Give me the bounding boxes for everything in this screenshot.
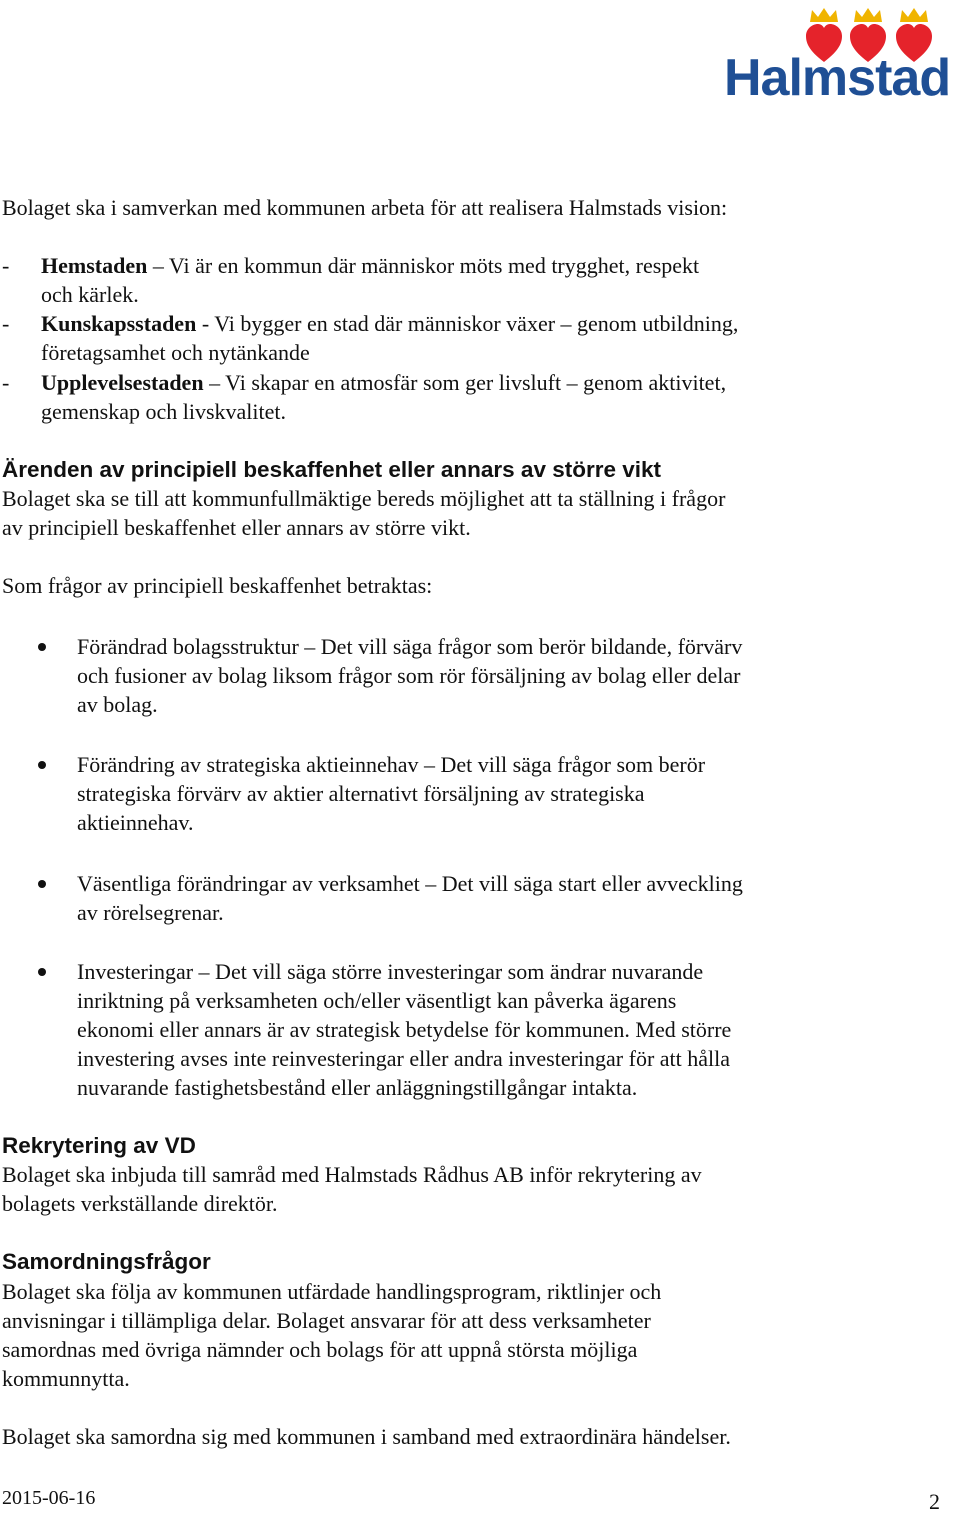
list-item: Investeringar – Det vill säga större investeringar som ändrar nuvarande — [77, 959, 704, 984]
section-heading: Samordningsfrågor — [2, 1249, 211, 1274]
body-text: Bolaget ska inbjuda till samråd med Halmstads Rådhus AB inför rekrytering av — [2, 1162, 702, 1187]
footer-date: 2015-06-16 — [2, 1487, 96, 1509]
list-item: Förändrad bolagsstruktur – Det vill säga frågor som berör bildande, förvärv — [77, 634, 743, 659]
list-item: Kunskapsstaden - Vi bygger en stad där människor växer – genom utbildning, — [41, 311, 739, 336]
intro-text: Bolaget ska i samverkan med kommunen arbeta för att realisera Halmstads vision: — [2, 195, 728, 220]
list-item-continuation: av bolag. — [77, 692, 158, 717]
list-dash: - — [2, 311, 10, 336]
list-item: Väsentliga förändringar av verksamhet – Det vill säga start eller avveckling — [77, 871, 743, 896]
halmstad-logo — [724, 4, 956, 107]
bullet-icon — [38, 880, 46, 888]
list-item-continuation: av rörelsegrenar. — [77, 900, 224, 925]
list-dash: - — [2, 370, 10, 395]
list-item-continuation: nuvarande fastighetsbestånd eller anläggningstillgångar intakta. — [77, 1075, 638, 1100]
logo-wordmark: Halmstad — [724, 49, 951, 107]
body-text: av principiell beskaffenhet eller annars av större vikt. — [2, 515, 471, 540]
list-item-continuation: aktieinnehav. — [77, 810, 194, 835]
body-text: Bolaget ska se till att kommunfullmäktige bereds möjlighet att ta ställning i frågor — [2, 486, 726, 511]
bullet-icon — [38, 968, 46, 976]
list-item-continuation: företagsamhet och nytänkande — [41, 340, 310, 365]
list-item-continuation: inriktning på verksamheten och/eller väsentligt kan påverka ägarens — [77, 988, 677, 1013]
list-item: Förändring av strategiska aktieinnehav – Det vill säga frågor som berör — [77, 752, 706, 777]
list-item-continuation: investering avses inte reinvesteringar eller andra investeringar för att hålla — [77, 1046, 731, 1071]
vision-title: Hemstaden — [41, 253, 148, 278]
page-number: 2 — [929, 1489, 940, 1514]
section-heading: Rekrytering av VD — [2, 1133, 196, 1158]
body-text: bolagets verkställande direktör. — [2, 1191, 278, 1216]
closing-text: Bolaget ska samordna sig med kommunen i samband med extraordinära händelser. — [2, 1424, 731, 1449]
list-item-continuation: ekonomi eller annars är av strategisk betydelse för kommunen. Med större — [77, 1017, 732, 1042]
list-item-continuation: och fusioner av bolag liksom frågor som rör försäljning av bolag eller delar — [77, 663, 741, 688]
body-text: Som frågor av principiell beskaffenhet betraktas: — [2, 573, 433, 598]
list-item-continuation: gemenskap och livskvalitet. — [41, 399, 286, 424]
list-item-continuation: och kärlek. — [41, 282, 139, 307]
body-text: samordnas med övriga nämnder och bolags för att uppnå största möjliga — [2, 1337, 638, 1362]
list-dash: - — [2, 253, 10, 278]
body-text: anvisningar i tillämpliga delar. Bolaget ansvarar för att dess verksamheter — [2, 1308, 651, 1333]
section-heading: Ärenden av principiell beskaffenhet eller annars av större vikt — [2, 457, 662, 482]
vision-title: Upplevelsestaden — [41, 370, 204, 395]
list-item: Upplevelsestaden – Vi skapar en atmosfär som ger livsluft – genom aktivitet, — [41, 370, 727, 395]
list-item-continuation: strategiska förvärv av aktier alternativt försäljning av strategiska — [77, 781, 645, 806]
bullet-icon — [38, 761, 46, 769]
bullet-icon — [38, 643, 46, 651]
vision-title: Kunskapsstaden — [41, 311, 197, 336]
list-item: Hemstaden – Vi är en kommun där människor möts med trygghet, respekt — [41, 253, 700, 278]
body-text: Bolaget ska följa av kommunen utfärdade handlingsprogram, riktlinjer och — [2, 1279, 662, 1304]
body-text: kommunnytta. — [2, 1366, 130, 1391]
